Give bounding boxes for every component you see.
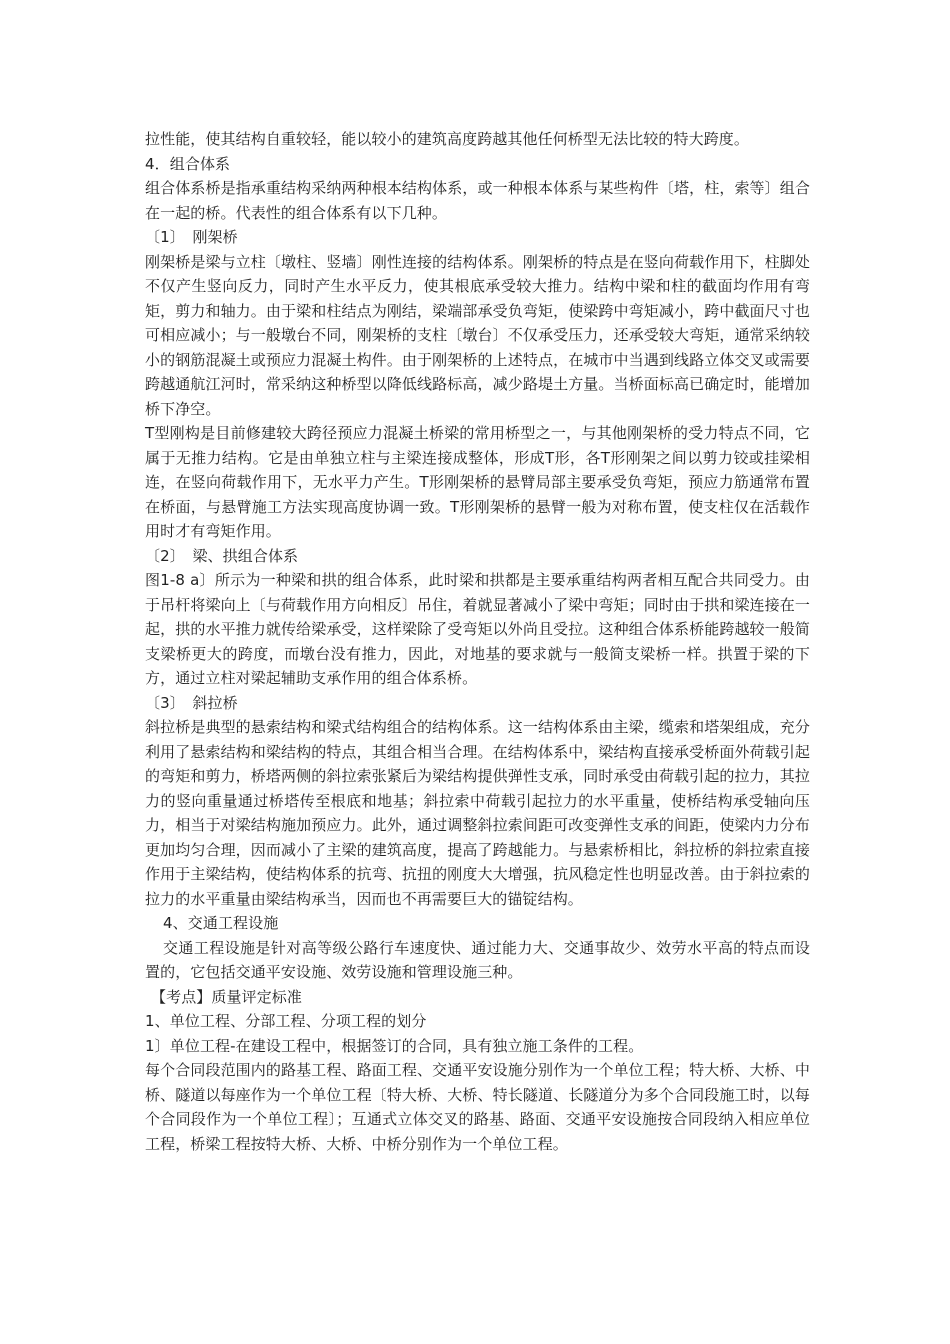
- heading-beam-arch: 〔2〕 梁、拱组合体系: [145, 546, 299, 565]
- paragraph-unit-project-detail: 每个合同段范围内的路基工程、路面工程、交通平安设施分别作为一个单位工程；特大桥、大桥、中桥、隧道以每座作为一个单位工程〔特大桥、大桥、特长隧道、长隧道分为多个合同段施工时，以每个合同段作为一个单位工程〕；互通式立体交叉的路基、路面、交通平安设施按合同段纳入相应单位工程，桥梁工程按特大桥、大桥、中桥分别作为一个单位工程。: [145, 1061, 810, 1153]
- paragraph-t-frame: T型刚构是目前修建较大跨径预应力混凝土桥梁的常用桥型之一，与其他刚架桥的受力特点不同，它属于无推力结构。它是由单独立柱与主梁连接成整体，形成T形，各T形刚架之间以剪力铰或挂梁相连，在竖向荷载作用下，无水平力产生。T形刚架桥的悬臂局部主要承受负弯矩，预应力筋通常布置在桥面，与悬臂施工方法实现高度协调一致。T形刚架桥的悬臂一般为对称布置，使支柱仅在活载作用时才有弯矩作用。: [145, 424, 810, 540]
- paragraph-cable-stayed-continuation: 拉性能，使其结构自重较轻，能以较小的建筑高度跨越其他任何桥型无法比较的特大跨度。: [145, 130, 750, 148]
- paragraph-composite-intro: 组合体系桥是指承重结构采纳两种根本结构体系，或一种根本体系与某些构件〔塔，柱，索等〕组合在一起的桥。代表性的组合体系有以下几种。: [145, 179, 810, 222]
- heading-traffic-facilities: 4、交通工程设施: [163, 914, 279, 932]
- heading-cable-stayed: 〔3〕 斜拉桥: [145, 693, 238, 712]
- paragraph-beam-arch: 图1-8 a〕所示为一种梁和拱的组合体系，此时梁和拱都是主要承重结构两者相互配合共同受力。由于吊杆将梁向上〔与荷载作用方向相反〕吊住，着就显著减小了梁中弯矩；同时由于拱和梁连接在一起，拱的水平推力就传给梁承受，这样梁除了受弯矩以外尚且受拉。这种组合体系桥能跨越较一般简支梁桥更大的跨度，而墩台没有推力，因此，对地基的要求就与一般简支梁桥一样。拱置于梁的下方，通过立柱对梁起辅助支承作用的组合体系桥。: [145, 571, 810, 687]
- paragraph-rigid-frame: 刚架桥是梁与立柱〔墩柱、竖墙〕刚性连接的结构体系。刚架桥的特点是在竖向荷载作用下，柱脚处不仅产生竖向反力，同时产生水平反力，使其根底承受较大推力。结构中梁和柱的截面均作用有弯矩，剪力和轴力。由于梁和柱结点为刚结，梁端部承受负弯矩，使梁跨中弯矩减小，跨中截面尺寸也可相应减小；与一般墩台不同，刚架桥的支柱〔墩台〕不仅承受压力，还承受较大弯矩，通常采纳较小的钢筋混凝土或预应力混凝土构件。由于刚架桥的上述特点，在城市中当遇到线路立体交叉或需要跨越通航江河时，常采纳这种桥型以降低线路标高，减少路堤土方量。当桥面标高已确定时，能增加桥下净空。: [145, 252, 810, 418]
- paragraph-cable-stayed: 斜拉桥是典型的悬索结构和梁式结构组合的结构体系。这一结构体系由主梁，缆索和塔架组成，充分利用了悬索结构和梁结构的特点，其组合相当合理。在结构体系中，梁结构直接承受桥面外荷载引起的弯矩和剪力，桥塔两侧的斜拉索张紧后为梁结构提供弹性支承，同时承受由荷载引起的拉力，其拉力的竖向重量通过桥塔传至根底和地基；斜拉索中荷载引起拉力的水平重量，使桥结构承受轴向压力，相当于对梁结构施加预应力。此外，通过调整斜拉索间距可改变弹性支承的间距，使梁内力分布更加均匀合理，因而减小了主梁的建筑高度，提高了跨越能力。与悬索桥相比，斜拉桥的斜拉索直接作用于主梁结构，使结构体系的抗弯、抗扭的刚度大大增强，抗风稳定性也明显改善。由于斜拉索的拉力的水平重量由梁结构承当，因而也不再需要巨大的锚锭结构。: [145, 718, 810, 908]
- paragraph-unit-project-definition: 1〕单位工程-在建设工程中，根据签订的合同，具有独立施工条件的工程。: [145, 1036, 644, 1055]
- heading-quality-standard: 【考点】质量评定标准: [151, 987, 303, 1006]
- document-page: [145, 127, 810, 1156]
- paragraph-traffic-facilities: 交通工程设施是针对高等级公路行车速度快、通过能力大、交通事故少、效劳水平高的特点而设置的，它包括交通平安设施、效劳设施和管理设施三种。: [145, 938, 810, 981]
- heading-rigid-frame-bridge: 〔1〕 刚架桥: [145, 228, 238, 246]
- heading-project-division: 1、单位工程、分部工程、分项工程的划分: [145, 1012, 427, 1030]
- heading-composite-system: 4．组合体系: [145, 154, 231, 173]
